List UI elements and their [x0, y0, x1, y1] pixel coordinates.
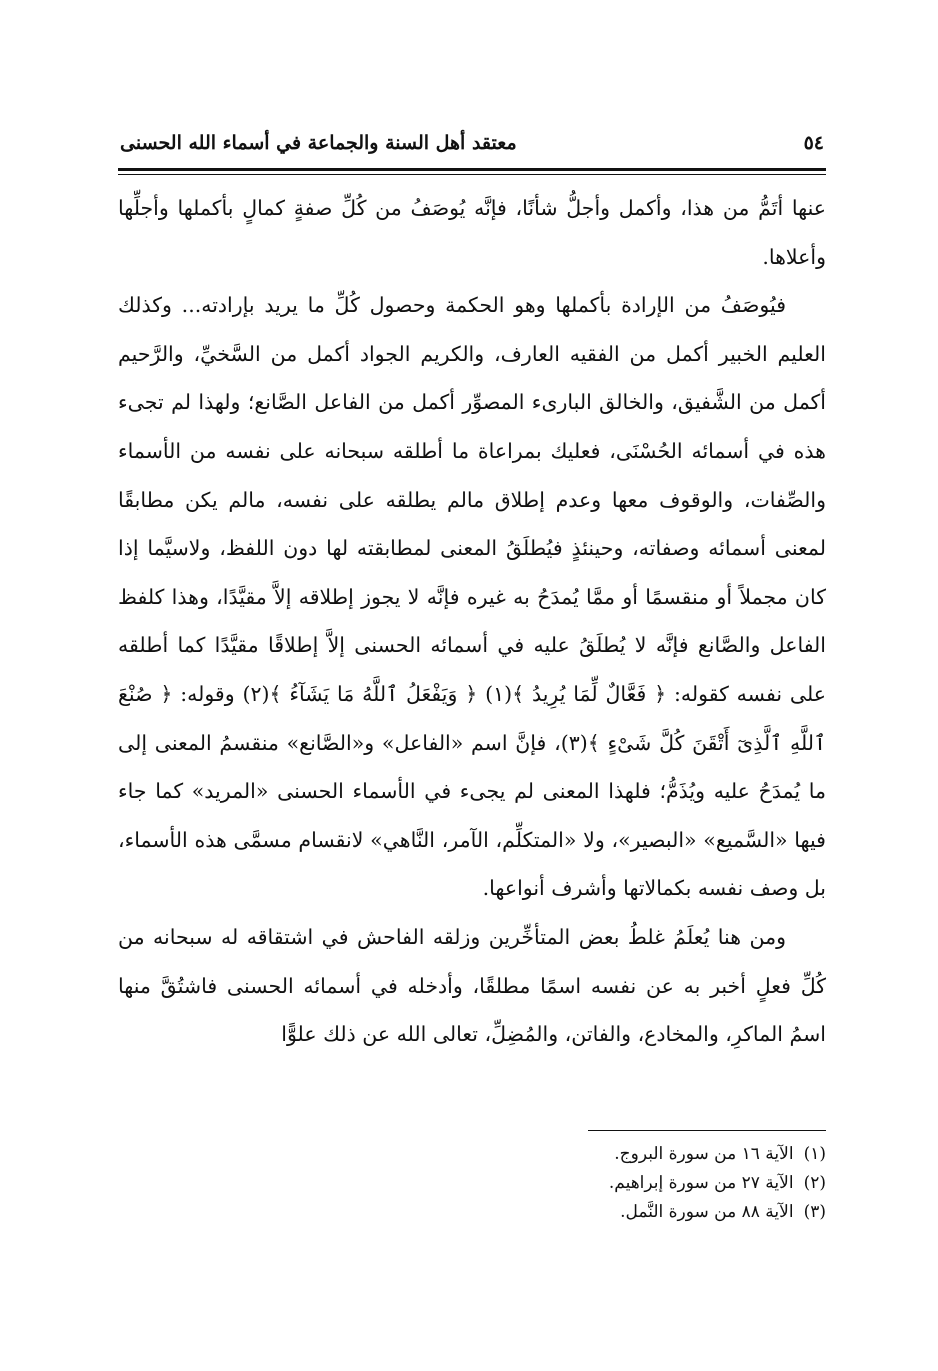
footnote-text: الآية ١٦ من سورة البروج.	[614, 1144, 794, 1164]
paragraph: ومن هنا يُعلَمُ غلطُ بعض المتأخِّرين وزلقه الفاحش في اشتقاقه له سبحانه من كُلِّ فعلٍ أخبر به عن نفسه اسمًا مطلقًا، وأدخله في أسمائه الحسنى فاشتُقَّ منها اسمُ الماكرِ، والمخادع، والفاتن، والمُضِلِّ، تعالى الله عن ذلك علوًّا	[118, 924, 826, 1047]
paragraph: فيُوصَفُ من الإرادة بأكملها وهو الحكمة وحصول كُلِّ ما يريد بإرادته... وكذلك العليم الخبير أكمل من الفقيه العارف، والكريم الجواد أكمل من السَّخيِّ، والرَّحيم أكمل من الشَّفيق، والخالق البارىء المصوِّر أكمل من الفاعل الصَّانع؛ ولهذا لم تجىء هذه في أسمائه الحُسْنَى، فعليك بمراعاة ما أطلقه سبحانه على نفسه من الأسماء والصِّفات، والوقوف معها وعدم إطلاق مالم يطلقه على نفسه، مالم يكن مطابقًا لمعنى أسمائه وصفاته، وحينئذٍ فيُطلَقُ المعنى لمطابقته لها دون اللفظ، ولاسيَّما إذا كان مجملاً أو منقسمًا أو ممَّا يُمدَحُ به غيره فإنَّه لا يجوز إطلاقه إلاَّ مقيَّدًا، وهذا كلفظ الفاعل والصَّانع فإنَّه لا يُطلَقُ عليه في أسمائه الحسنى إلاَّ إطلاقًا مقيَّدًا كما أطلقه على نفسه كقوله: ﴿ فَعَّالٌ لِّمَا يُرِيدُ ﴾(١) ﴿ وَيَفْعَلُ ٱللَّهُ مَا يَشَآءُ ﴾(٢) وقوله: ﴿ صُنْعَ ٱللَّهِ ٱلَّذِىٓ أَتْقَنَ كُلَّ شَىْءٍ ﴾(٣)، فإنَّ اسم «الفاعل» و«الصَّانع» منقسمُ المعنى إلى ما يُمدَحُ عليه ويُذَمُّ؛ فلهذا المعنى لم يجىء في الأسماء الحسنى «المريد» كما جاء فيها «السَّميع» «البصير»، ولا «المتكلِّم، الآمر، النَّاهي» لانقسام مسمَّى هذه الأسماء، بل وصف نفسه بكمالاتها وأشرف أنواعها.	[118, 293, 826, 901]
footnote	[400, 1169, 826, 1198]
footnote-number: (٣)	[803, 1202, 826, 1222]
footnote-text: الآية ٨٨ من سورة النَّمل.	[620, 1202, 794, 1222]
page-header	[120, 128, 824, 158]
main-text	[118, 184, 826, 1059]
paragraph: عنها أتَمُّ من هذا، وأكمل وأجلُّ شأنًا، فإنَّه يُوصَفُ من كُلِّ صفةٍ كمالٍ بأكملها وأجلِّها وأعلاها.	[118, 196, 826, 269]
header-rule-thin	[118, 174, 826, 175]
header-rule-thick	[118, 168, 826, 171]
footnote-number: (٢)	[803, 1173, 826, 1193]
running-title: معتقد أهل السنة والجماعة في أسماء الله الحسنى	[120, 132, 517, 154]
footnote	[400, 1198, 826, 1227]
footnote-separator	[588, 1130, 826, 1131]
footnotes	[400, 1140, 826, 1227]
footnote	[400, 1140, 826, 1169]
footnote-text: الآية ٢٧ من سورة إبراهيم.	[608, 1173, 794, 1193]
footnote-number: (١)	[803, 1144, 826, 1164]
page-number: ٥٤	[803, 132, 824, 154]
